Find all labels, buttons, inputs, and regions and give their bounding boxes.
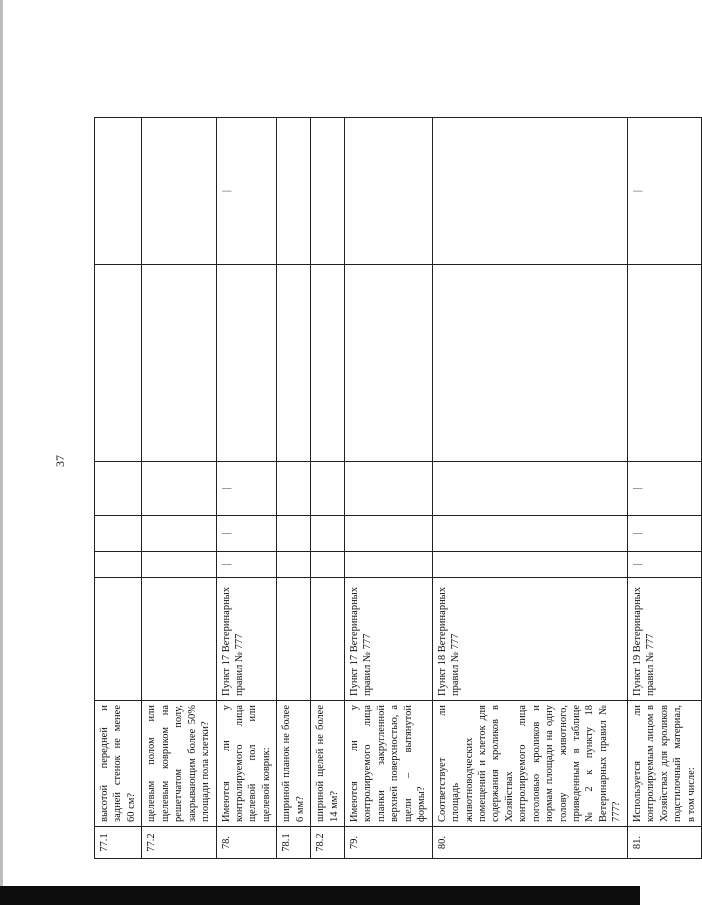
scan-edge: [0, 0, 3, 905]
answer-na-cell: [345, 462, 433, 516]
document-page: [94, 118, 697, 859]
answer-yes-cell: [311, 552, 345, 578]
comment-cell: [432, 265, 627, 462]
answer-no-cell: |: [627, 516, 701, 552]
answer-yes-cell: [95, 552, 142, 578]
reference-text: [311, 578, 345, 701]
answer-na-cell: [142, 462, 216, 516]
question-text: Имеются ли у контролируемого лица щелевой пол или щелевой коврик:: [216, 701, 277, 827]
answer-no-cell: [345, 516, 433, 552]
question-text: Используется ли контролируемым лицом в Хозяйствах для кроликов подстилочный материал, в том числе:: [627, 701, 701, 827]
answer-no-cell: [142, 516, 216, 552]
table-row: [216, 118, 277, 859]
comment-cell: [311, 265, 345, 462]
reference-text: Пункт 17 Ветеринарных правил № 777: [216, 578, 277, 701]
question-text: щелевым полом или щелевым ковриком на решетчатом полу, закрывающим более 50% площади пола клетки?: [142, 701, 216, 827]
comment-cell: [627, 265, 701, 462]
row-number: 79.: [345, 827, 433, 859]
answer-no-cell: [311, 516, 345, 552]
row-number: 78.1: [277, 827, 311, 859]
question-text: Имеются ли у контролируемого лица планки закругленной верхней поверхностью, а щели – вытянутой формы?: [345, 701, 433, 827]
answer-yes-cell: [432, 552, 627, 578]
table-row: [277, 118, 311, 859]
notes-cell: [345, 118, 433, 265]
answer-yes-cell: [277, 552, 311, 578]
answer-yes-cell: |: [627, 552, 701, 578]
reference-text: Пункт 18 Ветеринарных правил № 777: [432, 578, 627, 701]
reference-text: Пункт 19 Ветеринарных правил № 777: [627, 578, 701, 701]
question-text: Соответствует ли площадь животноводческих помещений и клеток для содержания кроликов в Хозяйствах контролируемого лица поголовью кроликов и нормам площади на одну голову животного, приведенным в таблице № 2 к пункту 18 Ветеринарных правил № 777?: [432, 701, 627, 827]
question-text: высотой передней и задней стенок не менее 60 см?: [95, 701, 142, 827]
notes-cell: [277, 118, 311, 265]
page-number: 37: [53, 455, 67, 467]
table-row: [627, 118, 701, 859]
reference-text: [142, 578, 216, 701]
scan-bottom-bar: [0, 886, 640, 905]
row-number: 77.1: [95, 827, 142, 859]
table-row: [432, 118, 627, 859]
answer-na-cell: [95, 462, 142, 516]
reference-text: [277, 578, 311, 701]
answer-no-cell: [432, 516, 627, 552]
comment-cell: [345, 265, 433, 462]
row-number: 78.: [216, 827, 277, 859]
answer-na-cell: [277, 462, 311, 516]
question-text: шириной планок не более 6 мм?: [277, 701, 311, 827]
notes-cell: |: [627, 118, 701, 265]
row-number: 81.: [627, 827, 701, 859]
answer-yes-cell: [345, 552, 433, 578]
row-number: 80.: [432, 827, 627, 859]
row-number: 78.2: [311, 827, 345, 859]
table-row: [311, 118, 345, 859]
answer-na-cell: [311, 462, 345, 516]
row-number: 77.2: [142, 827, 216, 859]
answer-no-cell: [277, 516, 311, 552]
question-text: шириной щелей не более 14 мм?: [311, 701, 345, 827]
answer-na-cell: [432, 462, 627, 516]
answer-yes-cell: |: [216, 552, 277, 578]
reference-text: [95, 578, 142, 701]
comment-cell: [95, 265, 142, 462]
reference-text: Пункт 17 Ветеринарных правил № 777: [345, 578, 433, 701]
notes-cell: [311, 118, 345, 265]
notes-cell: [95, 118, 142, 265]
answer-no-cell: |: [216, 516, 277, 552]
table-row: [345, 118, 433, 859]
comment-cell: [142, 265, 216, 462]
table-row: [95, 118, 142, 859]
notes-cell: [142, 118, 216, 265]
answer-yes-cell: [142, 552, 216, 578]
answer-na-cell: |: [216, 462, 277, 516]
notes-cell: |: [216, 118, 277, 265]
notes-cell: [432, 118, 627, 265]
comment-cell: [216, 265, 277, 462]
comment-cell: [277, 265, 311, 462]
table-row: [142, 118, 216, 859]
answer-na-cell: |: [627, 462, 701, 516]
checklist-table: [94, 117, 702, 859]
answer-no-cell: [95, 516, 142, 552]
